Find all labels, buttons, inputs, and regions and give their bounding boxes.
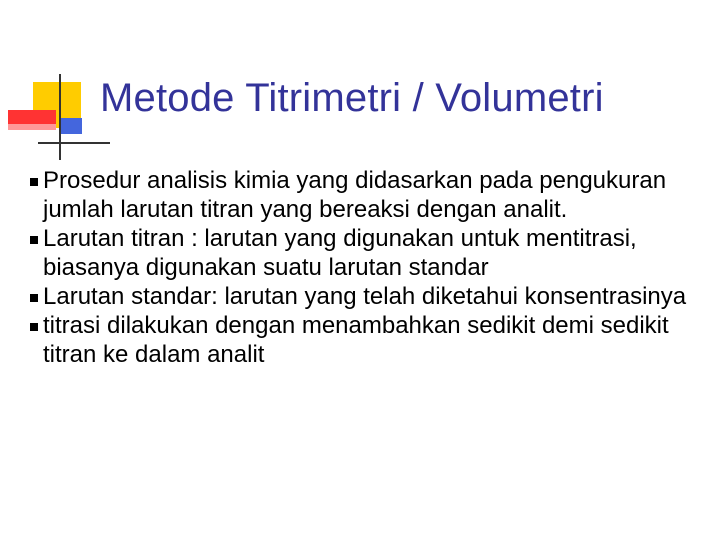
bullet-text: Larutan standar: larutan yang telah diketahui konsentrasinya bbox=[43, 283, 687, 310]
bullet-text: Larutan titran : larutan yang digunakan untuk mentitrasi, biasanya digunakan suatu larutan standar bbox=[43, 225, 637, 281]
bullet-text: Prosedur analisis kimia yang didasarkan pada pengukuran jumlah larutan titran yang bereaksi dengan analit. bbox=[43, 167, 667, 223]
decoration-blue-square bbox=[60, 118, 82, 134]
bullet-item bbox=[30, 282, 710, 311]
square-bullet-icon bbox=[30, 323, 38, 331]
title-decoration bbox=[0, 0, 110, 170]
bullet-text: titrasi dilakukan dengan menambahkan sedikit demi sedikit titran ke dalam analit bbox=[43, 312, 669, 368]
bullet-list bbox=[30, 166, 710, 369]
square-bullet-icon bbox=[30, 236, 38, 244]
square-bullet-icon bbox=[30, 178, 38, 186]
bullet-item bbox=[30, 224, 710, 282]
bullet-item bbox=[30, 166, 710, 224]
decoration-red-fade bbox=[8, 124, 56, 130]
decoration-red-bar bbox=[8, 110, 56, 124]
square-bullet-icon bbox=[30, 294, 38, 302]
bullet-item bbox=[30, 311, 710, 369]
slide-title: Metode Titrimetri / Volumetri bbox=[100, 76, 604, 120]
